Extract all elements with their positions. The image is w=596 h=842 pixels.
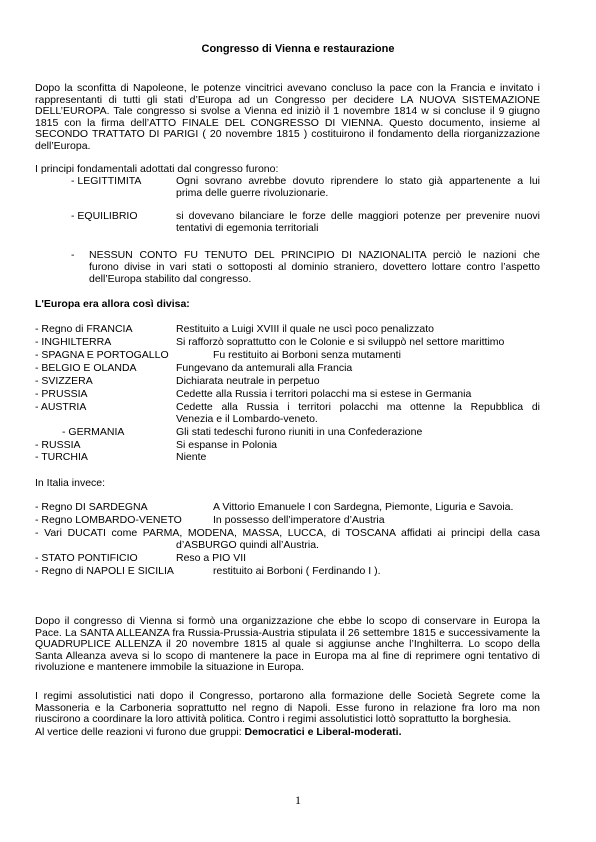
europe-desc: Cedette alla Russia i territori polacchi ma si estese in Germania bbox=[176, 388, 472, 400]
europe-state: - TURCHIA bbox=[35, 451, 88, 463]
europe-desc: Si espanse in Polonia bbox=[176, 439, 277, 451]
nationality-line2: furono divise in vari stati o sottoposti al dominio straniero, dovettero lottare contro l’aspetto bbox=[89, 261, 540, 273]
europe-heading: L'Europa era allora così divisa: bbox=[35, 298, 190, 310]
italy-desc: Reso a PIO VII bbox=[176, 552, 247, 564]
principle-desc-equilibrio-line1: si dovevano bilanciare le forze delle maggiori potenze per prevenire nuovi bbox=[176, 210, 540, 222]
europe-state: - SPAGNA E PORTOGALLO bbox=[35, 349, 169, 361]
page-number: 1 bbox=[295, 793, 301, 807]
regimes-paragraph: I regimi assolutistici nati dopo il Congresso, portarono alla formazione delle Società Segrete come la Massoneria e la Carboneria soprattutto nel regno di Napoli. Esse furono in relazione fra loro ma non riuscirono a coordinare la loro attività politica. Contro i regimi assolutistici lottò soprattutto la borghesia. bbox=[35, 690, 540, 726]
europe-state: - AUSTRIA bbox=[35, 401, 87, 413]
principle-term-legittimita: - LEGITTIMITA bbox=[71, 175, 142, 187]
europe-desc: Gli stati tedeschi furono riuniti in una Confederazione bbox=[176, 426, 423, 438]
italy-desc: In possesso dell’imperatore d’Austria bbox=[213, 514, 385, 526]
europe-desc: Dichiarata neutrale in perpetuo bbox=[176, 375, 320, 387]
regimes-conclusion bbox=[35, 727, 402, 739]
europe-desc-cont: Venezia e il Lombardo-veneto. bbox=[176, 413, 318, 425]
europe-desc: Fu restituito ai Borboni senza mutamenti bbox=[213, 349, 401, 361]
nationality-line3: dell’Europa stabilito dal congresso. bbox=[89, 273, 252, 285]
intro-paragraph: Dopo la sconfitta di Napoleone, le potenze vincitrici avevano concluso la pace con la Francia e invitato i rappresentanti di tutti gli stati d’Europa ad un Congresso per decidere LA NUOVA SISTEMAZIONE DELL’EUROPA. Tale congresso si svolse a Vienna ed iniziò il 1 novembre 1814 w si concluse il 9 giugno 1815 con la firma dell’ATTO FINALE DEL CONGRESSO DI VIENNA. Questo documento, insieme al SECONDO TRATTATO DI PARIGI ( 20 novembre 1815 ) costituirono il fondamento della riorganizzazione dell’Europa. bbox=[35, 82, 540, 152]
europe-desc: Restituito a Luigi XVIII il quale ne uscì poco penalizzato bbox=[176, 323, 434, 335]
europe-state: - SVIZZERA bbox=[35, 375, 93, 387]
europe-state: - RUSSIA bbox=[35, 439, 81, 451]
europe-desc: Cedette alla Russia i territori polacchi ma ottenne la Repubblica di bbox=[176, 401, 540, 413]
europe-desc: Si rafforzò soprattutto con le Colonie e si sviluppò nel settore marittimo bbox=[176, 336, 505, 348]
principle-desc-legittimita-line2: prima delle guerre rivoluzionarie. bbox=[176, 187, 329, 199]
italy-state: - Regno LOMBARDO-VENETO bbox=[35, 514, 182, 526]
principle-term-equilibrio: - EQUILIBRIO bbox=[71, 210, 138, 222]
italy-heading: In Italia invece: bbox=[35, 477, 106, 489]
nationality-dash: - bbox=[71, 249, 75, 261]
principle-desc-equilibrio-line2: tentativi di egemonia territoriali bbox=[176, 222, 319, 234]
europe-state: - BELGIO E OLANDA bbox=[35, 362, 137, 374]
page-title: Congresso di Vienna e restaurazione bbox=[201, 43, 395, 55]
italy-state: - Regno di NAPOLI E SICILIA bbox=[35, 565, 174, 577]
principles-intro: I principi fondamentali adottati dal congresso furono: bbox=[35, 163, 279, 175]
principle-desc-legittimita-line1: Ogni sovrano avrebbe dovuto riprendere lo stato già appartenente a lui bbox=[176, 175, 540, 187]
europe-state: - PRUSSIA bbox=[35, 388, 88, 400]
regimes-conclusion-text: Al vertice delle reazioni vi furono due gruppi: bbox=[35, 726, 245, 738]
italy-desc-cont: d’ASBURGO quindi all’Austria. bbox=[176, 539, 319, 551]
europe-state: - Regno di FRANCIA bbox=[35, 323, 133, 335]
nationality-line1: NESSUN CONTO FU TENUTO DEL PRINCIPIO DI NAZIONALITA perciò le nazioni che bbox=[89, 249, 540, 261]
europe-state: - INGHILTERRA bbox=[35, 336, 112, 348]
regimes-conclusion-groups: Democratici e Liberal-moderati. bbox=[244, 726, 402, 738]
italy-desc: restituito ai Borboni ( Ferdinando I ). bbox=[213, 565, 381, 577]
italy-desc: A Vittorio Emanuele I con Sardegna, Piemonte, Liguria e Savoia. bbox=[213, 501, 514, 513]
europe-desc: Fungevano da antemurali alla Francia bbox=[176, 362, 353, 374]
holy-alliance-paragraph: Dopo il congresso di Vienna si formò una organizzazione che ebbe lo scopo di conservare in Europa la Pace. La SANTA ALLEANZA fra Russia-Prussia-Austria stipulata il 26 settembre 1815 e successivamente la QUADRUPLICE ALLENZA il 20 novembre 1815 al quale si aggiunse anche l’Inghilterra. Lo scopo della Santa Alleanza aveva si lo scopo di mantenere la pace in Europa ma al fine di reprimere ogni tentativo di rivoluzione e mantenere immobile la situazione in Europa. bbox=[35, 615, 540, 674]
italy-state: - Regno DI SARDEGNA bbox=[35, 501, 148, 513]
italy-state: - Vari DUCATI come PARMA, MODENA, MASSA, LUCCA, di TOSCANA affidati ai principi della casa bbox=[35, 527, 540, 539]
italy-state: - STATO PONTIFICIO bbox=[35, 552, 138, 564]
europe-state: - GERMANIA bbox=[62, 426, 125, 438]
europe-desc: Niente bbox=[176, 451, 207, 463]
